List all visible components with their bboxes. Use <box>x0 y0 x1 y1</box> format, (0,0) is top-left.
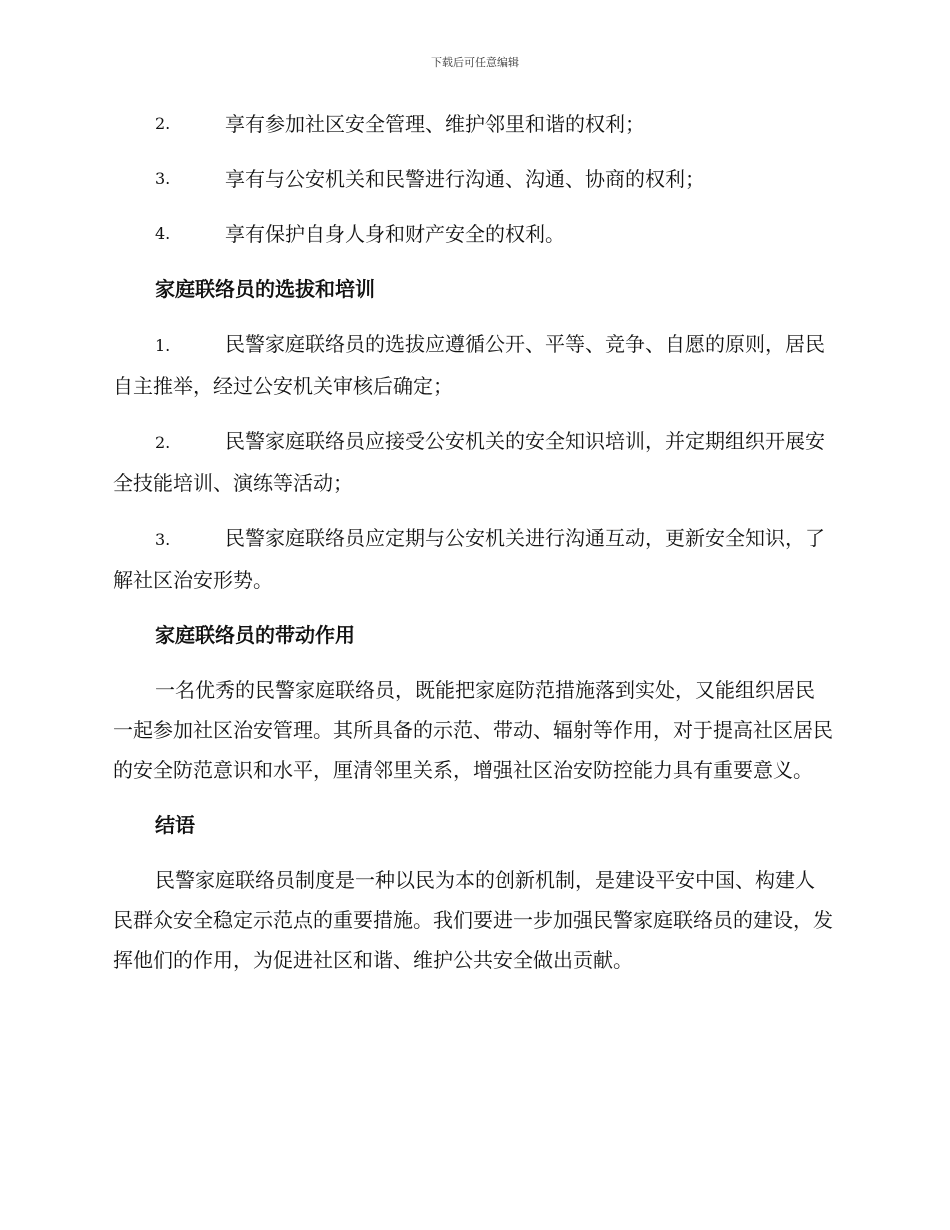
item-number: 2. <box>155 114 171 133</box>
item-text: 民警家庭联络员应定期与公安机关进行沟通互动，更新安全知识，了解社区治安形势。 <box>113 526 825 592</box>
item-number: 2. <box>155 433 171 452</box>
item-number: 3. <box>155 169 171 188</box>
section-heading-role: 家庭联络员的带动作用 <box>155 623 355 647</box>
item-text: 享有与公安机关和民警进行沟通、沟通、协商的权利； <box>225 167 705 191</box>
rights-item <box>113 214 833 254</box>
selection-item <box>113 518 833 600</box>
item-text: 民警家庭联络员的选拔应遵循公开、平等、竞争、自愿的原则，居民自主推举，经过公安机关审核后确定； <box>113 332 825 398</box>
selection-item <box>113 324 833 406</box>
item-number: 3. <box>155 530 171 549</box>
selection-item <box>113 421 833 503</box>
rights-item <box>113 104 833 144</box>
section-heading-conclusion: 结语 <box>155 813 195 837</box>
document-body <box>113 104 833 995</box>
conclusion-paragraph: 民警家庭联络员制度是一种以民为本的创新机制，是建设平安中国、构建人民群众安全稳定示范点的重要措施。我们要进一步加强民警家庭联络员的建设，发挥他们的作用，为促进社区和谐、维护公共安全做出贡献。 <box>113 868 833 972</box>
section-heading-selection: 家庭联络员的选拔和培训 <box>155 277 375 301</box>
rights-item <box>113 159 833 199</box>
role-paragraph: 一名优秀的民警家庭联络员，既能把家庭防范措施落到实处，又能组织居民一起参加社区治安管理。其所具备的示范、带动、辐射等作用，对于提高社区居民的安全防范意识和水平，厘清邻里关系，增强社区治安防控能力具有重要意义。 <box>113 678 833 782</box>
item-number: 4. <box>155 224 171 243</box>
item-text: 民警家庭联络员应接受公安机关的安全知识培训，并定期组织开展安全技能培训、演练等活动； <box>113 429 825 495</box>
item-number: 1. <box>155 336 171 355</box>
item-text: 享有参加社区安全管理、维护邻里和谐的权利； <box>225 112 645 136</box>
header-note: 下载后可任意编辑 <box>431 56 519 69</box>
item-text: 享有保护自身人身和财产安全的权利。 <box>225 222 565 246</box>
